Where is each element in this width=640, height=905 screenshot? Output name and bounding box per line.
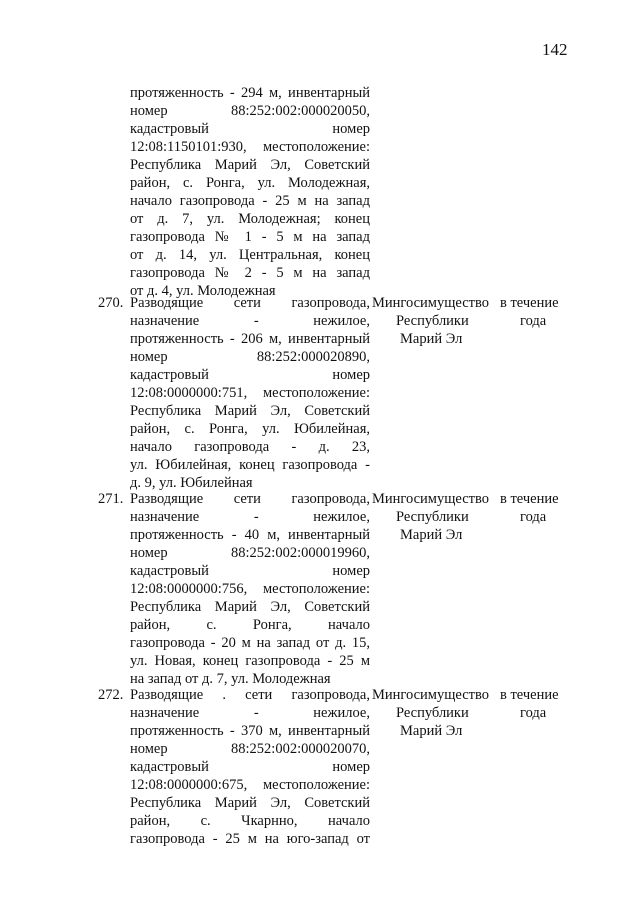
desc-line: начало газопровода - д. 23, — [130, 439, 370, 455]
desc-line: кадастровый номер — [130, 563, 370, 579]
desc-line: протяженность - 294 м, инвентарный — [130, 85, 370, 101]
desc-line: кадастровый номер — [130, 367, 370, 383]
desc-line: номер 88:252:000020890, — [130, 349, 370, 365]
desc-line: назначение - нежилое, — [130, 705, 370, 721]
org-line: Мингосимущество — [372, 491, 489, 507]
term-line: года — [520, 705, 547, 721]
org-line: Марий Эл — [400, 331, 463, 347]
desc-line: протяженность - 370 м, инвентарный — [130, 723, 370, 739]
desc-line: Разводящие сети газопровода, — [130, 491, 370, 507]
desc-line: газопровода № 2 - 5 м на запад — [130, 265, 370, 281]
desc-line: район, с. Ронга, ул. Юбилейная, — [130, 421, 370, 437]
desc-line: кадастровый номер — [130, 121, 370, 137]
term-line: в течение — [500, 295, 559, 311]
desc-line: протяженность - 206 м, инвентарный — [130, 331, 370, 347]
desc-line: от д. 14, ул. Центральная, конец — [130, 247, 370, 263]
entry-number: 271. — [98, 491, 124, 507]
term-line: в течение — [500, 491, 559, 507]
desc-line: Разводящие сети газопровода, — [130, 295, 370, 311]
desc-line: газопровода № 1 - 5 м на запад — [130, 229, 370, 245]
desc-line: 12:08:1150101:930, местоположение: — [130, 139, 370, 155]
org-line: Республики — [396, 313, 469, 329]
entry-number: 270. — [98, 295, 124, 311]
desc-line: начало газопровода - 25 м на запад — [130, 193, 370, 209]
desc-line: номер 88:252:002:000019960, — [130, 545, 370, 561]
desc-line: кадастровый номер — [130, 759, 370, 775]
desc-line: назначение - нежилое, — [130, 509, 370, 525]
org-line: Марий Эл — [400, 723, 463, 739]
page-number: 142 — [542, 40, 568, 59]
term-line: в течение — [500, 687, 559, 703]
desc-line: район, с. Ронга, начало — [130, 617, 370, 633]
term-line: года — [520, 313, 547, 329]
desc-line: номер 88:252:002:000020070, — [130, 741, 370, 757]
desc-line: от д. 7, ул. Молодежная; конец — [130, 211, 370, 227]
org-line: Республики — [396, 509, 469, 525]
desc-line: Республика Марий Эл, Советский — [130, 157, 370, 173]
desc-line: газопровода - 20 м на запад от д. 15, — [130, 635, 370, 651]
desc-line: Республика Марий Эл, Советский — [130, 599, 370, 615]
desc-line: д. 9, ул. Юбилейная — [130, 475, 253, 491]
desc-line: газопровода - 25 м на юго-запад от — [130, 831, 370, 847]
desc-line: 12:08:0000000:751, местоположение: — [130, 385, 370, 401]
desc-line: район, с. Чкарнно, начало — [130, 813, 370, 829]
desc-line: номер 88:252:002:000020050, — [130, 103, 370, 119]
desc-line: назначение - нежилое, — [130, 313, 370, 329]
org-line: Мингосимущество — [372, 295, 489, 311]
desc-line: район, с. Ронга, ул. Молодежная, — [130, 175, 370, 191]
desc-line: Республика Марий Эл, Советский — [130, 403, 370, 419]
desc-line: Разводящие . сети газопровода, — [130, 687, 370, 703]
desc-line: протяженность - 40 м, инвентарный — [130, 527, 370, 543]
org-line: Республики — [396, 705, 469, 721]
desc-line: ул. Юбилейная, конец газопровода - — [130, 457, 370, 473]
desc-line: на запад от д. 7, ул. Молодежная — [130, 671, 331, 687]
desc-line: от д. 4, ул. Молодежная — [130, 283, 276, 299]
desc-line: ул. Новая, конец газопровода - 25 м — [130, 653, 370, 669]
term-line: года — [520, 509, 547, 525]
desc-line: Республика Марий Эл, Советский — [130, 795, 370, 811]
desc-line: 12:08:0000000:756, местоположение: — [130, 581, 370, 597]
entry-number: 272. — [98, 687, 124, 703]
desc-line: 12:08:0000000:675, местоположение: — [130, 777, 370, 793]
org-line: Мингосимущество — [372, 687, 489, 703]
org-line: Марий Эл — [400, 527, 463, 543]
